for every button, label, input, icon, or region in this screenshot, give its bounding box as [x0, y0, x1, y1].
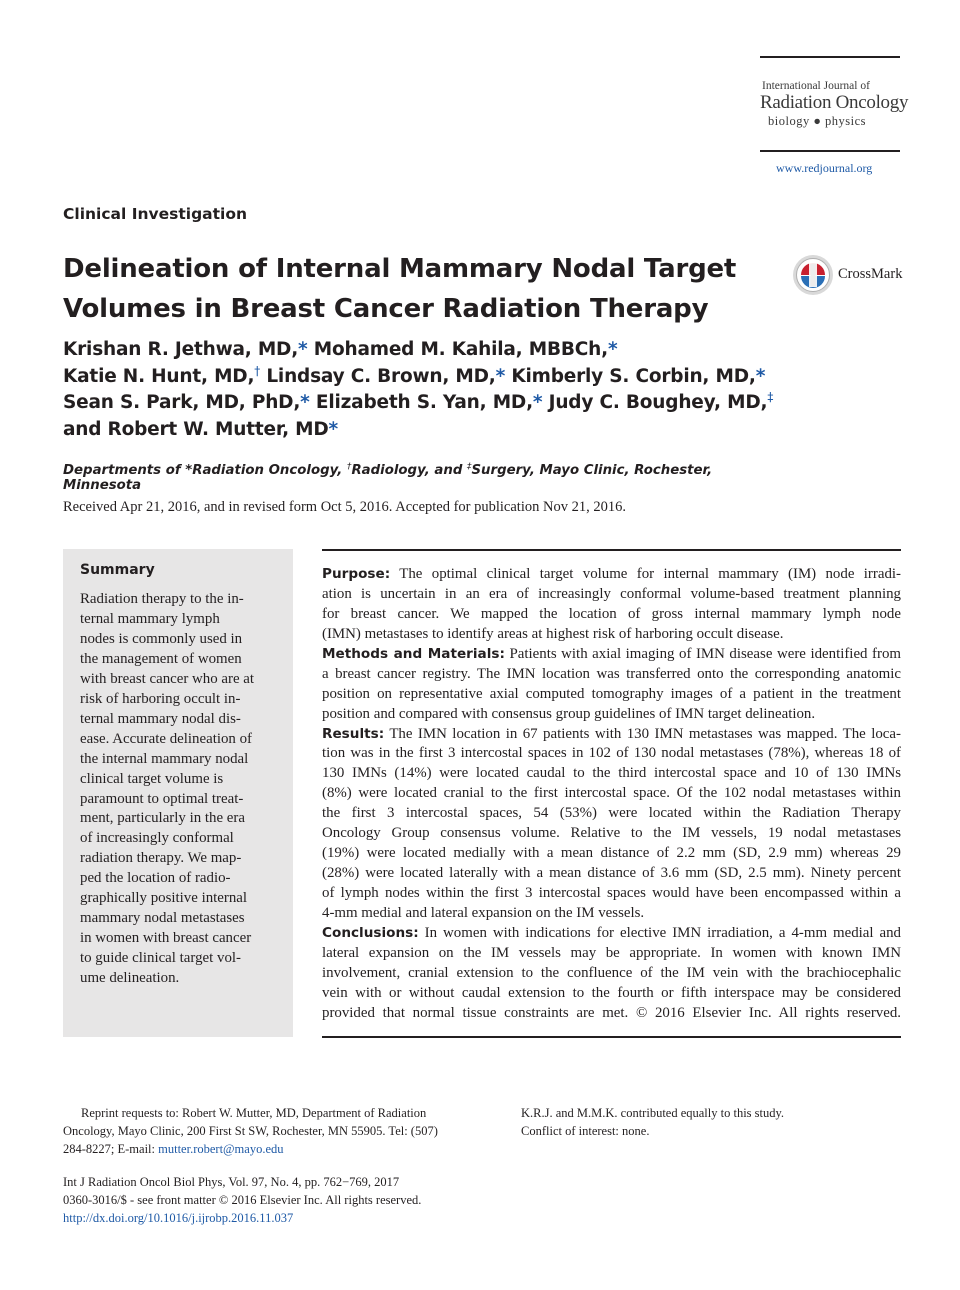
journal-name-line2: Radiation Oncology: [760, 92, 909, 113]
masthead-top-rule: [760, 56, 900, 58]
author-line: [63, 337, 783, 364]
summary-line: Radiation therapy to the in-: [80, 591, 244, 607]
abstract-line: position and compared with consensus group guidelines of IMN target delineation.: [322, 705, 816, 722]
methods-heading: Methods and Materials:: [322, 645, 505, 662]
author-line: [63, 364, 783, 391]
author-notes: [521, 1104, 901, 1140]
abstract-line: (28%) were located laterally with a mean distance of 3.6 mm (SD, 2.5 mm). Ninety percent: [322, 865, 901, 882]
summary-line: in women with breast cancer: [80, 930, 252, 947]
abstract-line: (19%) were located medially with a mean distance of 2.2 mm (SD, 2.9 mm) whereas 29: [322, 845, 901, 862]
author-name: Krishan R. Jethwa, MD,: [63, 339, 299, 360]
author-line: [63, 417, 783, 444]
affiliation-text: Radiology, and: [351, 463, 467, 478]
article-title: [63, 249, 763, 329]
author-list: [63, 337, 783, 443]
summary-line: paramount to optimal treat-: [80, 790, 244, 807]
citation-block: [63, 1173, 483, 1227]
author-mark: ‡: [767, 390, 774, 404]
author-name: Katie N. Hunt, MD,: [63, 365, 255, 387]
masthead-bottom-rule: [760, 150, 900, 152]
abstract-line: [322, 924, 901, 944]
conclusions-heading: Conclusions:: [322, 924, 419, 941]
summary-line: mammary nodal metastases: [80, 910, 245, 927]
affiliation-text: Departments of *Radiation Oncology,: [63, 463, 347, 478]
author-name: Judy C. Boughey, MD,: [548, 392, 768, 413]
journal-url-link[interactable]: www.redjournal.org: [776, 161, 873, 175]
copyright-line: 0360-3016/$ - see front matter © 2016 Elsevier Inc. All rights reserved.: [63, 1193, 422, 1207]
crossmark-label: CrossMark: [838, 266, 903, 282]
abstract-line: (IMN) metastases to identify areas at highest risk of harboring occult disease.: [322, 625, 784, 642]
abstract-line: position on representative axial computed tomography images of a patient in the treatment: [322, 685, 901, 702]
author-name: Kimberly S. Corbin, MD,: [511, 365, 756, 387]
affiliation-mark: ‡: [466, 462, 472, 472]
affiliation-text: Surgery, Mayo Clinic, Rochester, Minnesota: [63, 463, 713, 493]
summary-line: ment, particularly in the era: [80, 810, 245, 827]
results-heading: Results:: [322, 725, 385, 742]
email-link[interactable]: mutter.robert@mayo.edu: [158, 1142, 284, 1156]
author-mark: *: [495, 365, 506, 387]
abstract-text: In women with indications for elective IMN irradiation, a 4-mm medial and: [424, 924, 901, 941]
summary-line: to guide clinical target vol-: [80, 950, 241, 967]
affiliation: [63, 463, 783, 493]
abstract-line: the first 3 intercostal spaces, 54 (53%) were located within the Radiation Therapy: [322, 805, 901, 822]
summary-line: of increasingly conformal: [80, 830, 234, 847]
abstract-line: [322, 725, 901, 745]
abstract-text: Patients with axial imaging of IMN disease were identified from: [509, 645, 901, 662]
summary-line: ternal mammary nodal dis-: [80, 710, 241, 727]
footnote-line: [63, 1140, 463, 1158]
abstract-text: The IMN location in 67 patients with 130 IMN metastases was mapped. The loca-: [389, 725, 901, 742]
summary-text: [80, 590, 278, 989]
author-mark: *: [328, 418, 338, 440]
journal-name-line3: biology ● physics: [768, 114, 866, 128]
abstract-line: tion was in the first 3 intercostal spaces in 102 of 130 nodal metastases (78%), whereas 18 of: [322, 745, 901, 762]
footnote-line: Oncology, Mayo Clinic, 200 First St SW, Rochester, MN 55905. Tel: (507): [63, 1124, 438, 1138]
author-line: [63, 390, 783, 417]
abstract-line: (8%) were located cranial to the first intercostal space. Of the 102 nodal metastases within: [322, 785, 901, 802]
author-mark: *: [298, 339, 308, 360]
summary-line: the management of women: [80, 650, 242, 667]
abstract-line: [322, 565, 901, 585]
author-name: Mohamed M. Kahila, MBBCh,: [313, 339, 608, 360]
summary-line: ped the location of radio-: [80, 870, 231, 887]
contribution-note: K.R.J. and M.M.K. contributed equally to this study.: [521, 1106, 785, 1120]
journal-name-line1: International Journal of: [762, 80, 870, 92]
summary-line: graphically positive internal: [80, 890, 248, 907]
section-label: Clinical Investigation: [63, 205, 248, 223]
author-mark: †: [254, 363, 261, 378]
author-mark: *: [300, 392, 310, 413]
footnote-line: Reprint requests to: Robert W. Mutter, MD, Department of Radiation: [81, 1106, 427, 1120]
received-dates: Received Apr 21, 2016, and in revised form Oct 5, 2016. Accepted for publication Nov 21, 2016.: [63, 499, 626, 515]
summary-line: the internal mammary nodal: [80, 750, 249, 767]
abstract-top-rule: [322, 549, 901, 551]
summary-line: nodes is commonly used in: [80, 630, 243, 647]
author-mark: *: [532, 392, 543, 413]
abstract-line: vein with or without caudal extension to the fourth or fifth interspace may be considered: [322, 984, 901, 1001]
abstract-line: lateral expansion on the IM vessels may be appropriate. In women with known IMN: [322, 944, 901, 961]
abstract-text: The optimal clinical target volume for internal mammary (IM) node irradi-: [399, 566, 901, 582]
abstract-line: a breast cancer registry. The IMN location was transferred onto the corresponding anatomic: [322, 665, 901, 682]
author-name: and Robert W. Mutter, MD: [63, 418, 329, 440]
author-mark: *: [755, 365, 766, 387]
abstract-line: 130 IMNs (14%) were located caudal to the third intercostal space and 10 of 130 IMNs: [322, 765, 901, 782]
abstract-line: ation is uncertain in an era of increasingly conformal volume-based treatment planning: [322, 585, 901, 602]
author-name: Lindsay C. Brown, MD,: [266, 365, 496, 387]
abstract-line: for breast cancer. We mapped the location of gross internal mammary lymph node: [322, 605, 901, 622]
summary-line: with breast cancer who are at: [80, 670, 255, 687]
summary-line: ease. Accurate delineation of: [80, 730, 252, 747]
summary-line: clinical target volume is: [80, 770, 224, 787]
title-line: Delineation of Internal Mammary Nodal Target: [63, 254, 737, 284]
affiliation-mark: †: [346, 462, 352, 472]
doi-link[interactable]: http://dx.doi.org/10.1016/j.ijrobp.2016.11.037: [63, 1211, 294, 1225]
crossmark-icon: [792, 254, 836, 298]
abstract-bottom-rule: [322, 1036, 901, 1038]
abstract-line: 4-mm medial and lateral expansion on the IM vessels.: [322, 904, 645, 921]
conflict-note: Conflict of interest: none.: [521, 1124, 650, 1138]
summary-line: radiation therapy. We map-: [80, 850, 242, 867]
abstract-line: Oncology Group consensus volume. Relative to the IM vessels, 19 nodal metastases: [322, 825, 901, 842]
author-name: Elizabeth S. Yan, MD,: [315, 392, 533, 413]
abstract-line: of lymph nodes within the first 3 intercostal spaces would have been encompassed within a: [322, 885, 901, 901]
title-line: Volumes in Breast Cancer Radiation Therapy: [63, 294, 709, 324]
citation-line: Int J Radiation Oncol Biol Phys, Vol. 97, No. 4, pp. 762−769, 2017: [63, 1175, 400, 1189]
summary-line: risk of harboring occult in-: [80, 690, 241, 707]
summary-line: ternal mammary lymph: [80, 610, 220, 627]
abstract-line: [322, 645, 901, 665]
summary-heading: Summary: [80, 562, 155, 578]
abstract: [322, 565, 901, 1024]
author-mark: *: [607, 339, 618, 360]
reprint-footnote: [63, 1104, 463, 1158]
summary-line: ume delineation.: [80, 970, 180, 987]
purpose-heading: Purpose:: [322, 566, 391, 582]
author-name: Sean S. Park, MD, PhD,: [63, 392, 301, 413]
abstract-line: involvement, cranial extension to the confluence of the IM vein with the brachiocephalic: [322, 964, 901, 981]
abstract-line: provided that normal tissue constraints are met. © 2016 Elsevier Inc. All rights reserved.: [322, 1004, 901, 1021]
footnote-text: 284-8227; E-mail:: [63, 1142, 159, 1156]
